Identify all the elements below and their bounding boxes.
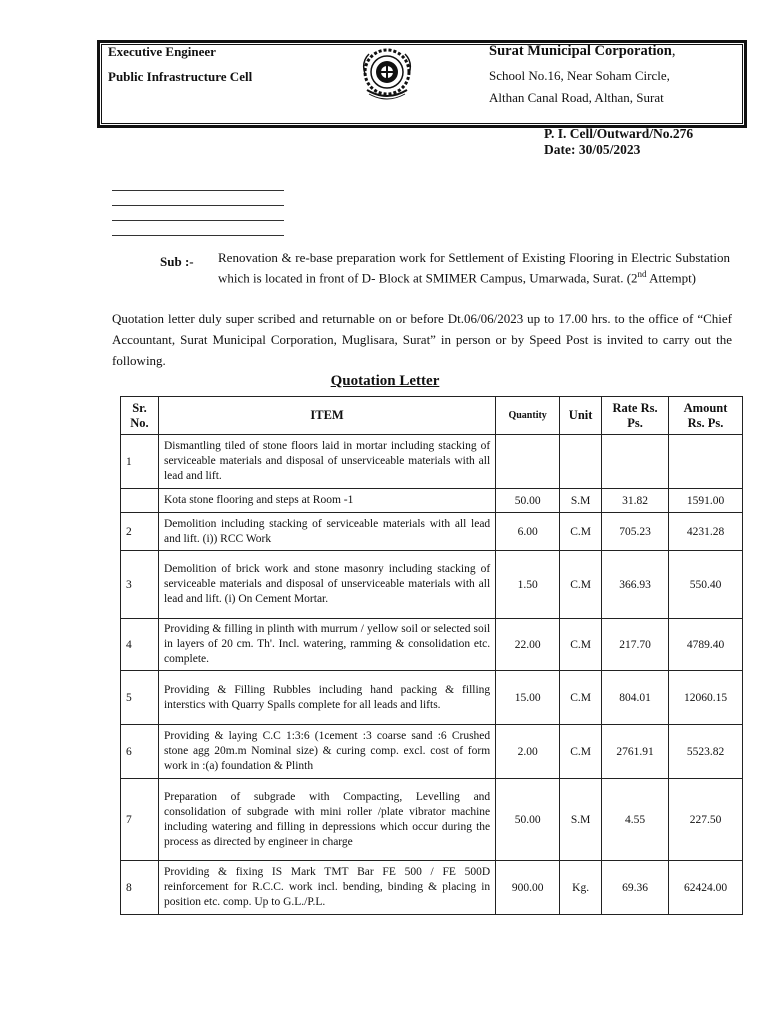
cell-amount: 62424.00 bbox=[669, 861, 743, 915]
cell-rate: 31.82 bbox=[602, 489, 669, 513]
address-line-1: School No.16, Near Soham Circle, bbox=[489, 68, 670, 83]
table-row bbox=[121, 489, 743, 513]
cell-quantity: 900.00 bbox=[496, 861, 560, 915]
cell-item: Preparation of subgrade with Compacting, Levelling and consolidation of subgrade with mini roller /plate vibrator machine including watering and filling in depressions which occur during the process as directed by engineer in charge bbox=[158, 779, 495, 861]
cell-sr: 6 bbox=[121, 725, 159, 779]
cell-unit: C.M bbox=[560, 513, 602, 551]
cell-sr: 3 bbox=[121, 551, 159, 619]
header-unit: Unit bbox=[560, 397, 602, 435]
header-item: ITEM bbox=[158, 397, 495, 435]
address-blank-line bbox=[112, 220, 284, 221]
smc-emblem-icon bbox=[355, 44, 419, 106]
table-row bbox=[121, 513, 743, 551]
cell-unit: C.M bbox=[560, 725, 602, 779]
table-row bbox=[121, 435, 743, 489]
header-amount: Amount Rs. Ps. bbox=[669, 397, 743, 435]
cell-unit: S.M bbox=[560, 489, 602, 513]
cell-amount bbox=[669, 435, 743, 489]
cell-item: Kota stone flooring and steps at Room -1 bbox=[158, 489, 495, 513]
table-row bbox=[121, 779, 743, 861]
cell-quantity: 15.00 bbox=[496, 671, 560, 725]
cell-sr: 4 bbox=[121, 619, 159, 671]
cell-quantity: 50.00 bbox=[496, 489, 560, 513]
table-row bbox=[121, 671, 743, 725]
cell-amount: 12060.15 bbox=[669, 671, 743, 725]
table-row bbox=[121, 725, 743, 779]
subject-text: Renovation & re-base preparation work for Settlement of Existing Flooring in Electric Substation which is located in front of D- Block at SMIMER Campus, Umarwada, Surat. (2nd Attempt) bbox=[218, 250, 730, 286]
cell-quantity: 50.00 bbox=[496, 779, 560, 861]
cell-item: Providing & filling in plinth with murrum / yellow soil or selected soil in layers of 20 cm. Th'. Incl. watering, ramming & consolidation etc. complete. bbox=[158, 619, 495, 671]
cell-unit: C.M bbox=[560, 551, 602, 619]
address-line-2: Althan Canal Road, Althan, Surat bbox=[489, 90, 664, 105]
cell-rate: 4.55 bbox=[602, 779, 669, 861]
cell-rate: 705.23 bbox=[602, 513, 669, 551]
address-blank-line bbox=[112, 235, 284, 236]
cell-sr: 5 bbox=[121, 671, 159, 725]
cell-sr: 8 bbox=[121, 861, 159, 915]
cell-sr: 1 bbox=[121, 435, 159, 489]
cell-rate: 69.36 bbox=[602, 861, 669, 915]
cell-item: Demolition including stacking of serviceable materials with all lead and lift. (i)) RCC Work bbox=[158, 513, 495, 551]
header-rate: Rate Rs. Ps. bbox=[602, 397, 669, 435]
cell-rate: 217.70 bbox=[602, 619, 669, 671]
address-blank-line bbox=[112, 190, 284, 191]
organization-name: Surat Municipal Corporation, bbox=[489, 43, 676, 59]
cell-quantity bbox=[496, 435, 560, 489]
cell-unit: C.M bbox=[560, 619, 602, 671]
header-quantity: Quantity bbox=[496, 397, 560, 435]
table-row bbox=[121, 551, 743, 619]
table-header-row bbox=[121, 397, 743, 435]
outward-number: P. I. Cell/Outward/No.276 bbox=[544, 126, 694, 141]
header-sr: Sr. No. bbox=[121, 397, 159, 435]
cell-rate: 2761.91 bbox=[602, 725, 669, 779]
cell-unit bbox=[560, 435, 602, 489]
cell-rate: 366.93 bbox=[602, 551, 669, 619]
cell-rate: 804.01 bbox=[602, 671, 669, 725]
subject-label: Sub :- bbox=[160, 254, 194, 269]
cell-rate bbox=[602, 435, 669, 489]
cell-amount: 4231.28 bbox=[669, 513, 743, 551]
cell-item: Providing & laying C.C 1:3:6 (1cement :3 coarse sand :6 Crushed stone agg 20m.m Nominal size) & curing comp. excl. cost of form work in :(a) foundation & Plinth bbox=[158, 725, 495, 779]
designation: Executive Engineer bbox=[108, 44, 216, 59]
cell-quantity: 22.00 bbox=[496, 619, 560, 671]
department: Public Infrastructure Cell bbox=[108, 69, 253, 84]
letter-date: Date: 30/05/2023 bbox=[544, 142, 641, 157]
quotation-table bbox=[120, 396, 743, 915]
cell-sr: 2 bbox=[121, 513, 159, 551]
cell-item: Demolition of brick work and stone masonry including stacking of serviceable materials and disposal of unserviceable materials with all lead and lift. (i) On Cement Mortar. bbox=[158, 551, 495, 619]
cell-unit: Kg. bbox=[560, 861, 602, 915]
cell-amount: 5523.82 bbox=[669, 725, 743, 779]
cell-amount: 550.40 bbox=[669, 551, 743, 619]
cell-quantity: 1.50 bbox=[496, 551, 560, 619]
table-row bbox=[121, 861, 743, 915]
cell-amount: 227.50 bbox=[669, 779, 743, 861]
cell-unit: C.M bbox=[560, 671, 602, 725]
cell-sr: 7 bbox=[121, 779, 159, 861]
cell-amount: 1591.00 bbox=[669, 489, 743, 513]
cell-quantity: 6.00 bbox=[496, 513, 560, 551]
cell-sr bbox=[121, 489, 159, 513]
table-title: Quotation Letter bbox=[330, 373, 440, 389]
cell-quantity: 2.00 bbox=[496, 725, 560, 779]
reference-block bbox=[544, 126, 693, 158]
cell-item: Providing & Filling Rubbles including hand packing & filling interstics with Quarry Spalls complete for all leads and lifts. bbox=[158, 671, 495, 725]
address-blank-line bbox=[112, 205, 284, 206]
cell-amount: 4789.40 bbox=[669, 619, 743, 671]
table-row bbox=[121, 619, 743, 671]
cell-item: Providing & fixing IS Mark TMT Bar FE 500 / FE 500D reinforcement for R.C.C. work incl. bending, binding & placing in position etc. comp. Up to G.L./P.L. bbox=[158, 861, 495, 915]
cell-unit: S.M bbox=[560, 779, 602, 861]
cell-item: Dismantling tiled of stone floors laid in mortar including stacking of serviceable materials and disposal of unserviceable materials with all lead and lift. bbox=[158, 435, 495, 489]
intro-paragraph: Quotation letter duly super scribed and returnable on or before Dt.06/06/2023 up to 17.00 hrs. to the office of “Chief Accountant, Surat Municipal Corporation, Muglisara, Surat” in person or by Speed Post is invited to carry out the following. bbox=[112, 311, 732, 368]
